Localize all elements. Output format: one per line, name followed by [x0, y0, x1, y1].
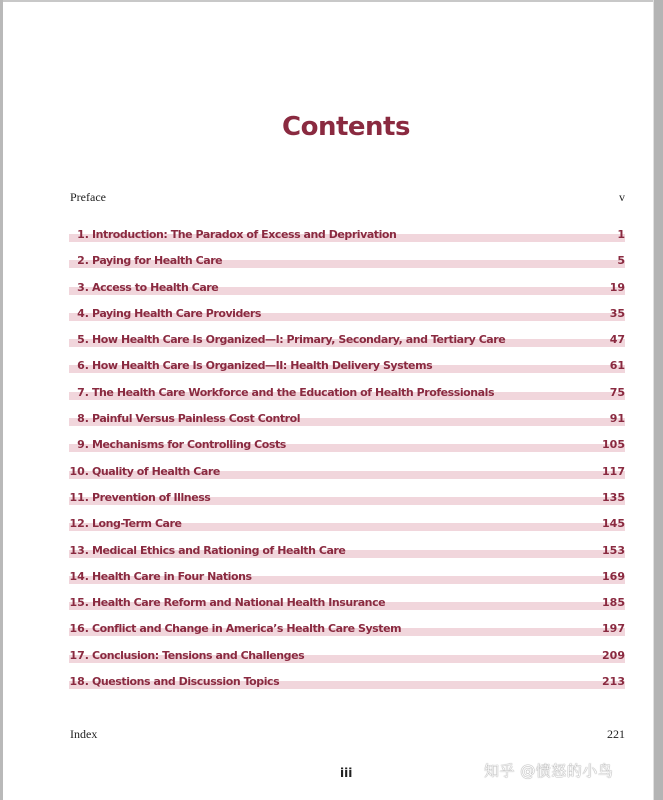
- chapter-page: 75: [609, 385, 625, 399]
- chapter-page: 197: [602, 622, 625, 636]
- toc-entry[interactable]: [69, 620, 625, 646]
- chapter-page: 145: [602, 517, 625, 531]
- chapter-title: Painful Versus Painless Cost Control: [92, 412, 301, 426]
- chapter-page: 91: [609, 412, 625, 426]
- page-folio: iii: [340, 766, 353, 780]
- toc-entry-label: Preface: [70, 190, 106, 204]
- chapter-title: Introduction: The Paradox of Excess and Deprivation: [92, 228, 397, 241]
- chapter-title: Health Care Reform and National Health Insurance: [92, 596, 386, 610]
- toc-entry-index[interactable]: [70, 727, 625, 742]
- chapter-page: 1: [617, 228, 625, 241]
- chapter-page: 213: [602, 675, 625, 689]
- toc-entry[interactable]: [69, 568, 625, 594]
- chapter-title: Questions and Discussion Topics: [92, 675, 280, 689]
- chapter-title: Conclusion: Tensions and Challenges: [92, 648, 305, 662]
- chapter-page: 185: [602, 596, 625, 610]
- toc-entry[interactable]: [69, 305, 625, 331]
- chapter-number: 14.: [69, 569, 89, 583]
- toc-entry[interactable]: [69, 384, 625, 410]
- page-title: Contents: [282, 112, 410, 142]
- toc-entry[interactable]: [69, 279, 625, 305]
- chapter-title: Health Care in Four Nations: [92, 569, 252, 583]
- chapter-page: 135: [602, 490, 625, 504]
- chapter-title: Access to Health Care: [92, 280, 219, 294]
- chapter-title: Long-Term Care: [92, 517, 182, 531]
- chapter-number: 9.: [77, 438, 89, 452]
- toc-entry[interactable]: [69, 594, 625, 620]
- chapter-page: 209: [602, 648, 625, 662]
- toc-entry[interactable]: [69, 357, 625, 383]
- toc-entry-page: v: [619, 190, 625, 204]
- chapter-number: 17.: [69, 648, 89, 662]
- chapter-number: 11.: [69, 490, 89, 504]
- chapter-title: How Health Care Is Organized—II: Health Delivery Systems: [92, 359, 433, 373]
- chapter-number: 13.: [69, 543, 89, 557]
- toc-entry[interactable]: [69, 542, 625, 568]
- toc-entry[interactable]: [69, 515, 625, 541]
- chapter-page: 105: [602, 438, 625, 452]
- chapter-number: 18.: [69, 675, 89, 689]
- chapter-page: 47: [609, 333, 625, 347]
- toc-entry-page: 221: [607, 727, 625, 741]
- chapter-title: Quality of Health Care: [92, 464, 220, 478]
- chapter-number: 7.: [77, 385, 89, 399]
- chapter-number: 2.: [77, 254, 89, 268]
- toc-entry[interactable]: [69, 463, 625, 489]
- toc-entry-label: Index: [70, 727, 98, 741]
- watermark: 知乎 @愤怒的小鸟: [484, 762, 614, 780]
- chapter-page: 153: [602, 543, 625, 557]
- chapter-page: 35: [609, 306, 625, 320]
- chapter-number: 5.: [77, 333, 89, 347]
- chapter-page: 61: [609, 359, 625, 373]
- toc-entry[interactable]: [69, 331, 625, 357]
- toc-entry[interactable]: [69, 647, 625, 673]
- toc-entry[interactable]: [69, 252, 625, 278]
- chapter-title: Medical Ethics and Rationing of Health Care: [92, 543, 346, 557]
- toc-entry[interactable]: [69, 410, 625, 436]
- chapter-number: 16.: [69, 622, 89, 636]
- toc-entry[interactable]: [69, 489, 625, 515]
- chapter-title: The Health Care Workforce and the Education of Health Professionals: [92, 385, 495, 399]
- toc-entry[interactable]: [69, 673, 625, 699]
- chapter-title: Prevention of Illness: [92, 490, 211, 504]
- chapter-title: Mechanisms for Controlling Costs: [92, 438, 286, 452]
- chapter-number: 15.: [69, 596, 89, 610]
- chapter-page: 5: [617, 254, 625, 268]
- chapter-page: 19: [609, 280, 625, 294]
- toc-entry-preface[interactable]: [70, 190, 625, 205]
- chapter-number: 10.: [69, 464, 89, 478]
- chapter-title: Paying for Health Care: [92, 254, 223, 268]
- toc-entry[interactable]: [69, 436, 625, 462]
- chapter-number: 4.: [77, 306, 89, 320]
- chapter-page: 169: [602, 569, 625, 583]
- chapter-title: Conflict and Change in America’s Health Care System: [92, 622, 402, 636]
- table-of-contents: [69, 226, 625, 699]
- chapter-title: How Health Care Is Organized—I: Primary, Secondary, and Tertiary Care: [92, 333, 506, 347]
- chapter-number: 3.: [77, 280, 89, 294]
- chapter-number: 12.: [69, 517, 89, 531]
- toc-entry[interactable]: [69, 226, 625, 252]
- chapter-number: 8.: [77, 412, 89, 426]
- chapter-page: 117: [602, 464, 625, 478]
- chapter-number: 1.: [77, 228, 89, 241]
- chapter-title: Paying Health Care Providers: [92, 306, 262, 320]
- chapter-number: 6.: [77, 359, 89, 373]
